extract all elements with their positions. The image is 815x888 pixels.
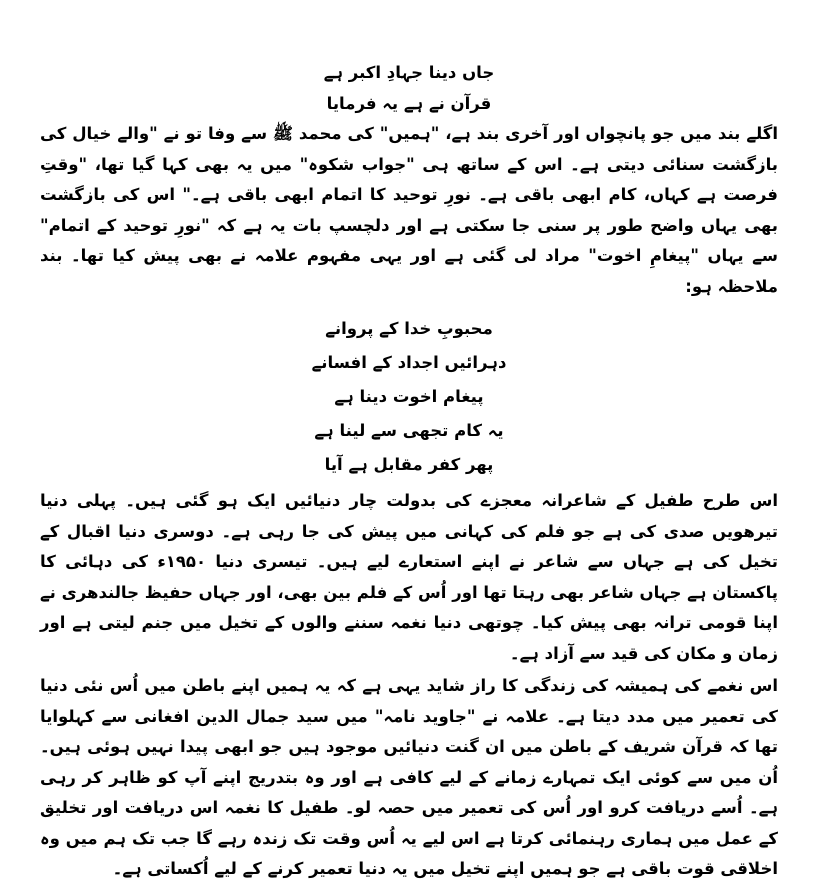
- paragraph-2: اس طرح طفیل کے شاعرانہ معجزے کی بدولت چار دنیائیں ایک ہو گئی ہیں۔ پہلی دنیا تیرھویں صدی کی ہے جو فلم کی کہانی میں پیش کی جا رہی ہے۔ دوسری دنیا اقبال کے تخیل کی ہے جہاں سے شاعر نے اپنے استعارے لیے ہیں۔ تیسری دنیا ۱۹۵۰ء کی دہائی کا پاکستان ہے جہاں شاعر بھی رہتا تھا اور اُس کے فلم بین بھی، اور جہاں حفیظ جالندھری نے اپنا قومی ترانہ بھی پیش کیا۔ چوتھی دنیا نغمہ سننے والوں کے تخیل میں جنم لیتی ہے اور زمان و مکان کی قید سے آزاد ہے۔: [40, 491, 778, 663]
- couplet-line-1: جاں دینا جہادِ اکبر ہے: [323, 63, 495, 82]
- paragraph-1: اگلے بند میں جو پانچواں اور آخری بند ہے، "ہمیں" کی محمد ﷺ سے وفا تو نے "والے خیال کی بازگشت سنائی دیتی ہے۔ اس کے ساتھ ہی "جواب شکوہ" میں یہ بھی کہا گیا تھا، "وقتِ فرصت ہے کہاں، کام ابھی باقی ہے۔ نورِ توحید کا اتمام ابھی باقی ہے۔" اس کی بازگشت بھی یہاں واضح طور پر سنی جا سکتی ہے اور دلچسپ بات یہ ہے کہ "نورِ توحید کے اتمام" سے یہاں "پیغامِ اخوت" مراد لی گئی ہے اور یہی مفہوم علامہ نے بھی پیش کیا تھا۔ بند ملاحظہ ہو:: [40, 124, 778, 296]
- stanza-line-1: محبوبِ خدا کے پروانے: [325, 319, 493, 338]
- stanza-line-3: پیغام اخوت دینا ہے: [334, 387, 484, 406]
- couplet-line-2: قرآن نے ہے یہ فرمایا: [326, 93, 492, 113]
- paragraph-3: اس نغمے کی ہمیشہ کی زندگی کا راز شاید یہی ہے کہ یہ ہمیں اپنے باطن میں اُس نئی دنیا کی تعمیر میں مدد دیتا ہے۔ علامہ نے "جاوید نامہ" میں سید جمال الدین افغانی سے کہلوایا تھا کہ قرآن شریف کے باطن میں ان گنت دنیائیں موجود ہیں جو ابھی پیدا نہیں ہوئی ہیں۔ اُن میں سے کوئی ایک تمہارے زمانے کے لیے کافی ہے اور وہ بتدریج اپنے آپ کو ظاہر کر رہی ہے۔ اُسے دریافت کرو اور اُس کی تعمیر میں حصہ لو۔ طفیل کا نغمہ اس دریافت اور تخلیق کے عمل میں ہماری رہنمائی کرتا ہے اس لیے یہ اُس وقت تک زندہ رہے گا جب تک ہم میں وہ اخلاقی قوت باقی ہے جو ہمیں اپنے تخیل میں یہ دنیا تعمیر کرنے کے لیے اُکساتی ہے۔: [40, 676, 778, 878]
- stanza-line-4: یہ کام تجھی سے لینا ہے: [314, 421, 504, 440]
- stanza-line-5: پھر کفر مقابل ہے آیا: [324, 455, 494, 474]
- document-page: [40, 58, 778, 885]
- quoted-stanza: [40, 312, 778, 482]
- stanza-line-2: دہرائیں اجداد کے افسانے: [311, 353, 507, 372]
